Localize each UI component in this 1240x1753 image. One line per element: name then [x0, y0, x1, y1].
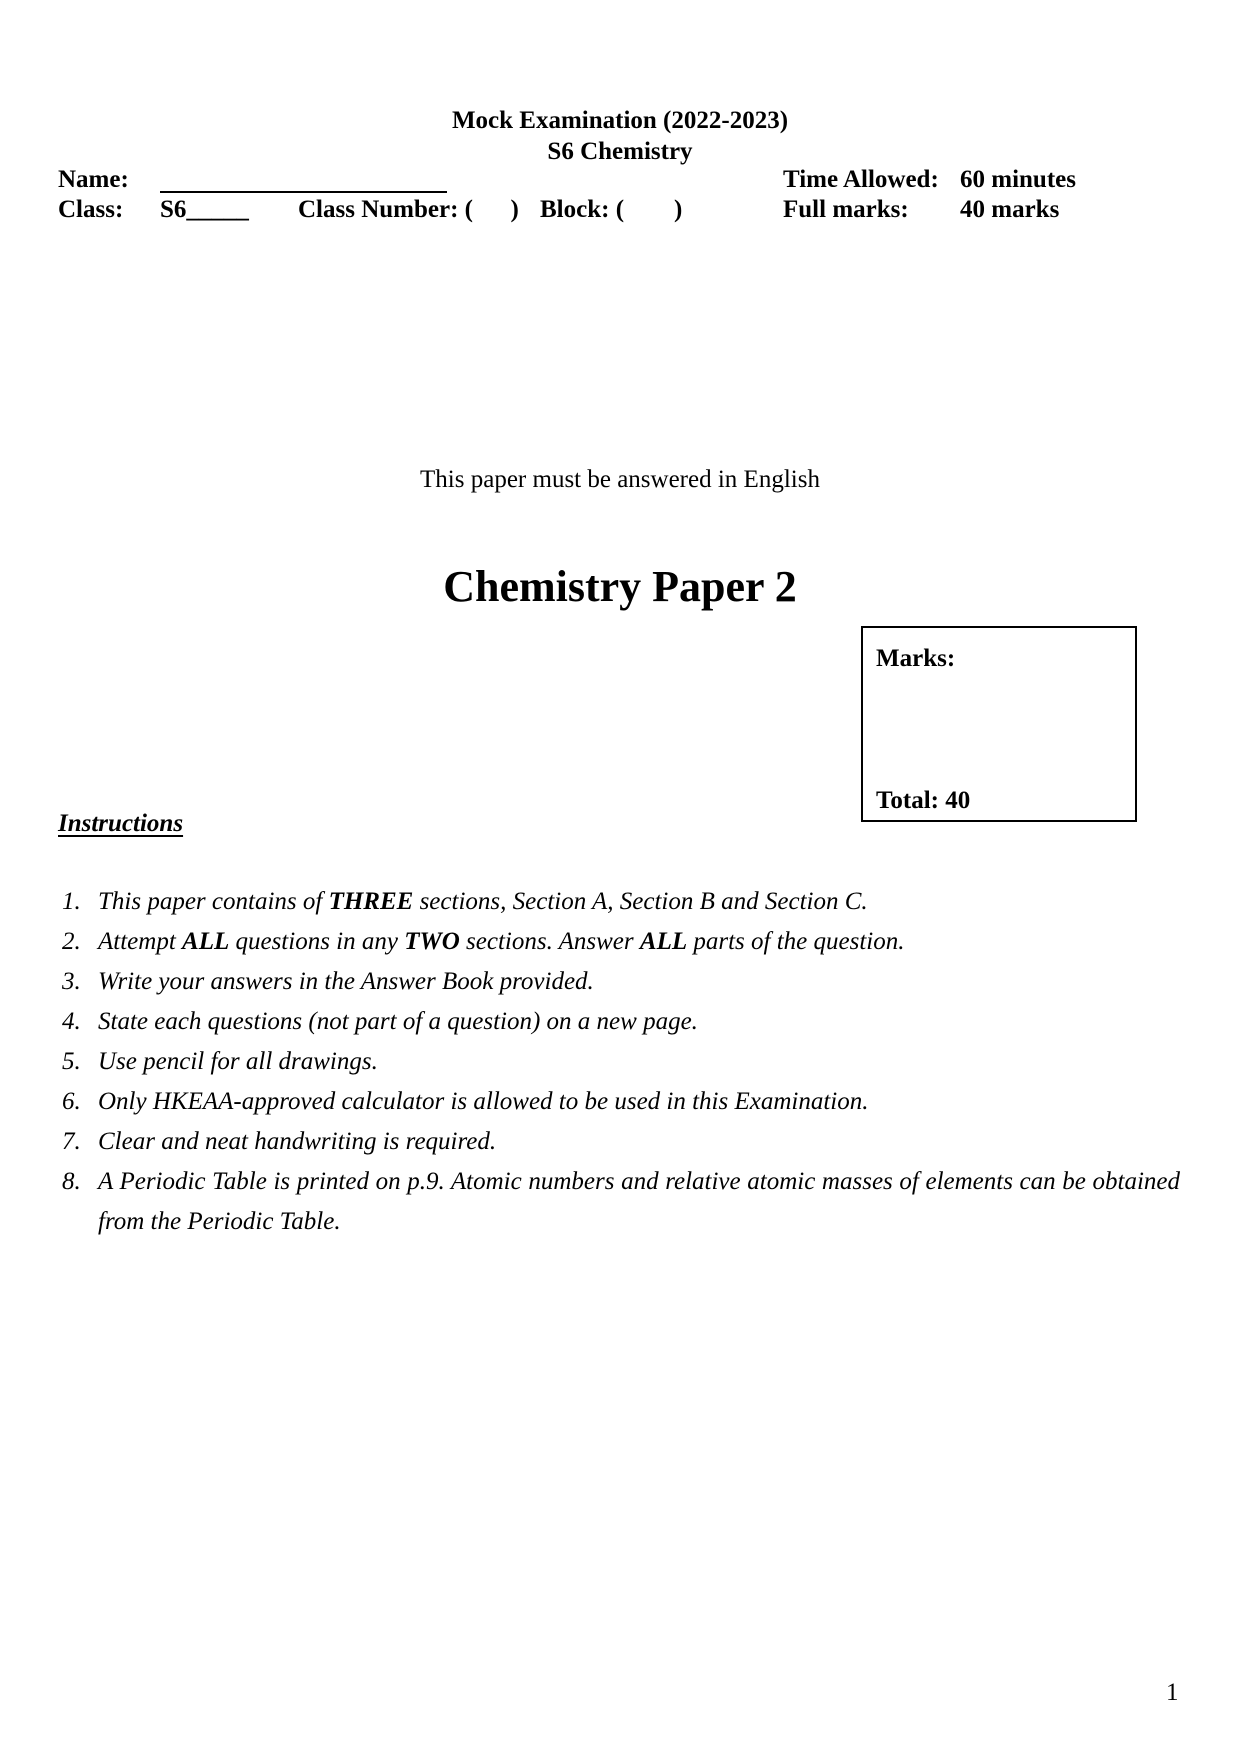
instruction-text: State each questions (not part of a question) on a new page.	[98, 1008, 698, 1035]
instruction-number: 4.	[62, 1008, 81, 1035]
instruction-item	[62, 1122, 1180, 1162]
instruction-number: 1.	[62, 888, 81, 915]
language-notice: This paper must be answered in English	[420, 466, 820, 493]
instruction-number: 2.	[62, 928, 81, 955]
instructions-list	[62, 882, 1180, 1242]
instruction-text: A Periodic Table is printed on p.9. Atomic numbers and relative atomic masses of elements can be obtained from the Periodic Table.	[98, 1168, 1180, 1235]
instruction-item	[62, 882, 1180, 922]
instruction-item	[62, 962, 1180, 1002]
name-label: Name:	[58, 166, 129, 193]
full-marks-value: 40 marks	[960, 196, 1060, 223]
time-allowed-label: Time Allowed:	[783, 166, 939, 193]
exam-subject-line: S6 Chemistry	[547, 138, 693, 165]
instruction-number: 7.	[62, 1128, 81, 1155]
instruction-text: Attempt ALL questions in any TWO sections. Answer ALL parts of the question.	[98, 928, 905, 955]
block-label: Block: ( )	[540, 196, 683, 223]
marks-label: Marks:	[876, 645, 956, 672]
instruction-text: Write your answers in the Answer Book provided.	[98, 968, 594, 995]
instruction-number: 8.	[62, 1168, 81, 1195]
instruction-number: 5.	[62, 1048, 81, 1075]
class-label: Class:	[58, 196, 124, 223]
paper-title: Chemistry Paper 2	[443, 562, 797, 611]
class-number-label: Class Number: ( )	[298, 196, 519, 223]
instruction-item	[62, 922, 1180, 962]
full-marks-label: Full marks:	[783, 196, 909, 223]
name-blank-line	[160, 191, 447, 193]
instruction-text: This paper contains of THREE sections, Section A, Section B and Section C.	[98, 888, 868, 915]
instruction-item	[62, 1162, 1180, 1242]
instructions-heading: Instructions	[58, 810, 184, 837]
instruction-number: 3.	[62, 968, 81, 995]
instruction-item	[62, 1042, 1180, 1082]
exam-header	[0, 105, 1240, 167]
page-number: 1	[1166, 1679, 1179, 1706]
time-allowed-value: 60 minutes	[960, 166, 1076, 193]
marks-box	[861, 626, 1137, 822]
exam-title-line: Mock Examination (2022-2023)	[451, 107, 789, 134]
instruction-text: Use pencil for all drawings.	[98, 1048, 378, 1075]
instruction-text: Clear and neat handwriting is required.	[98, 1128, 497, 1155]
instruction-text: Only HKEAA-approved calculator is allowed to be used in this Examination.	[98, 1088, 869, 1115]
total-label: Total: 40	[876, 787, 971, 814]
instruction-number: 6.	[62, 1088, 81, 1115]
instruction-item	[62, 1082, 1180, 1122]
instruction-item	[62, 1002, 1180, 1042]
class-value: S6_____	[160, 196, 249, 223]
